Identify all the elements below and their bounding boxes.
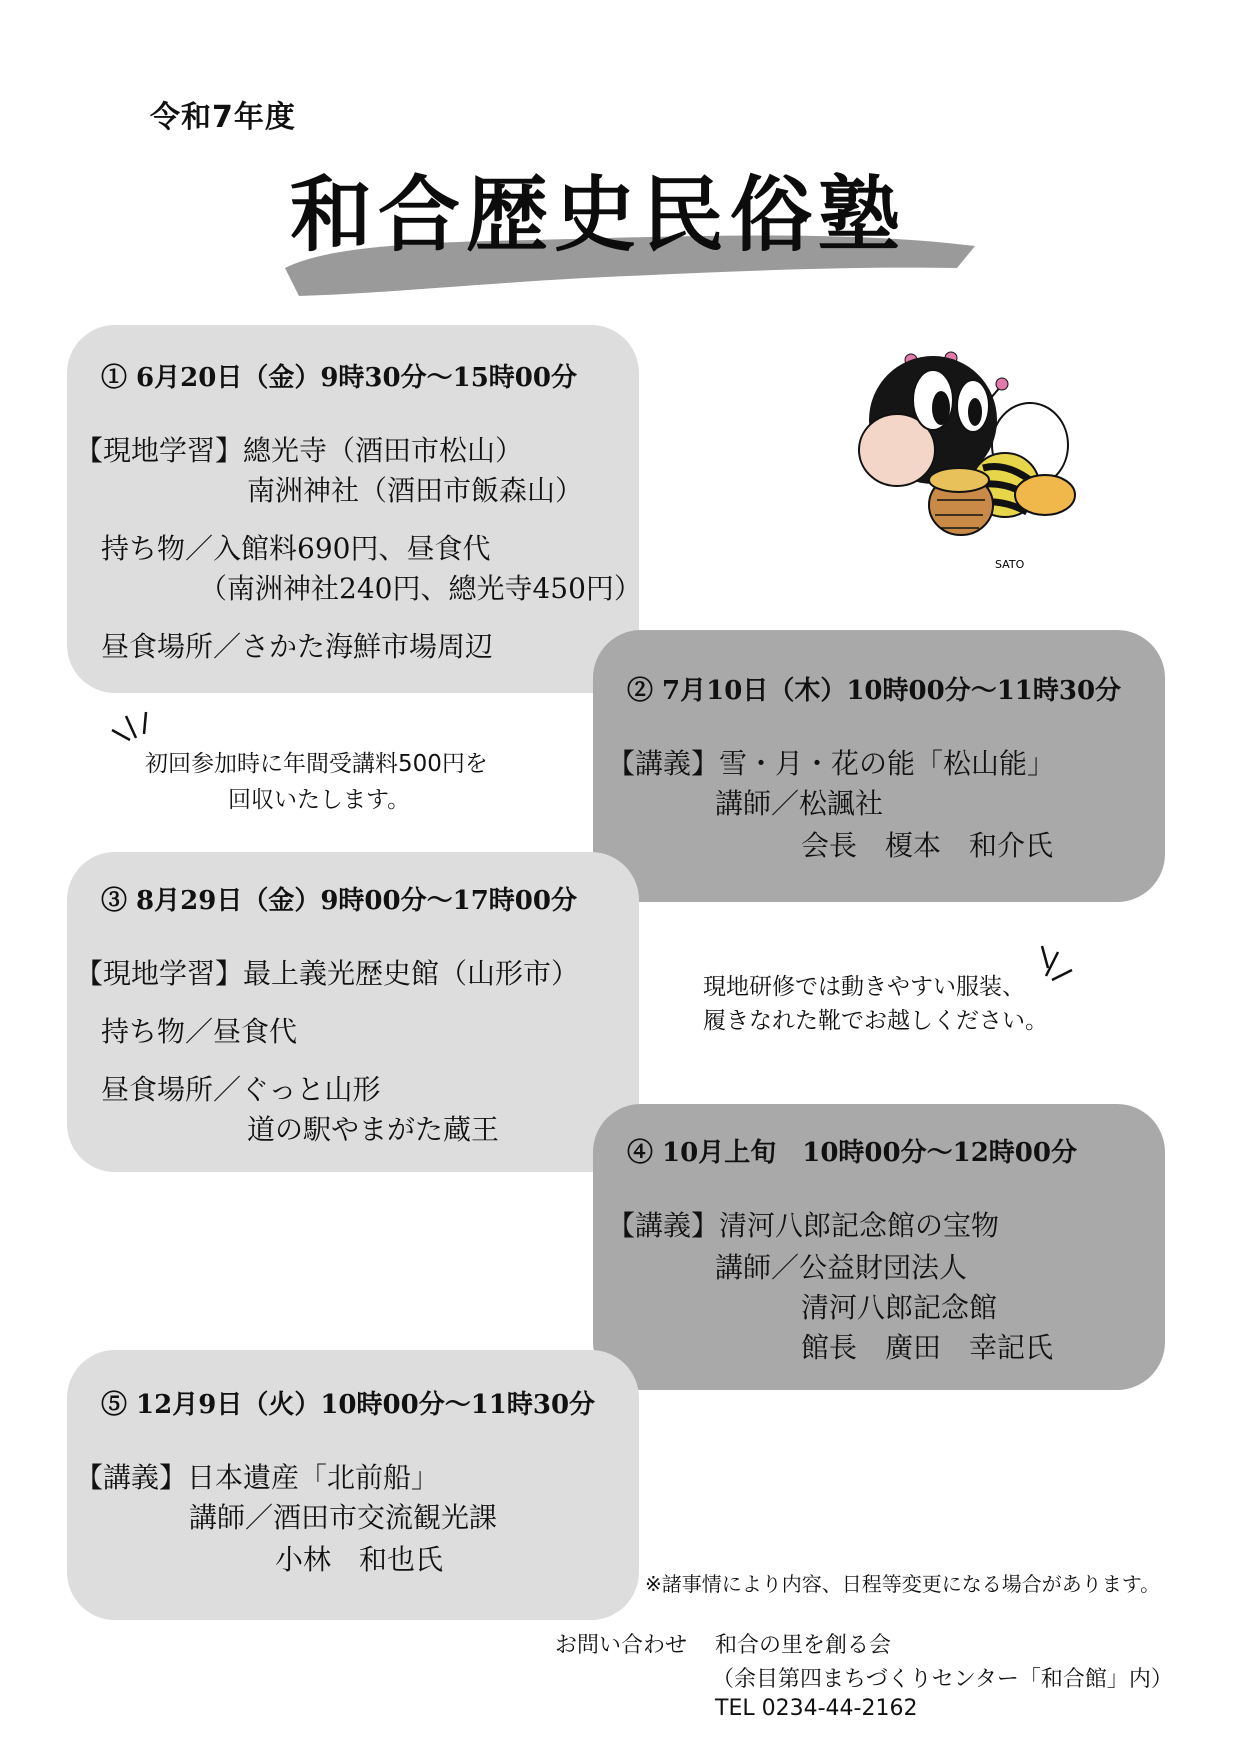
emphasis-lines-icon bbox=[108, 708, 154, 748]
session-3-heading: ③ 8月29日（金）9時00分～17時00分 bbox=[101, 886, 577, 916]
bee-mascot-icon bbox=[855, 350, 1080, 580]
session-3-line: 持ち物／昼食代 bbox=[101, 1015, 298, 1048]
session-1-heading: ① 6月20日（金）9時30分～15時00分 bbox=[101, 363, 577, 393]
session-2-heading: ② 7月10日（木）10時00分～11時30分 bbox=[627, 676, 1122, 706]
session-1-line: 持ち物／入館料690円、昼食代 bbox=[101, 532, 491, 565]
session-5-line: 小林 和也氏 bbox=[275, 1543, 444, 1576]
contact-venue: （余目第四まちづくりセンター「和合館」内） bbox=[712, 1667, 1173, 1692]
contact-org: 和合の里を創る会 bbox=[715, 1633, 892, 1658]
session-card-3 bbox=[67, 852, 639, 1172]
session-3-line: 【現地学習】最上義光歴史館（山形市） bbox=[75, 957, 580, 990]
dress-note-line-2: 履きなれた靴でお越しください。 bbox=[703, 1008, 1048, 1034]
fee-note-line-2: 回収いたします。 bbox=[228, 787, 411, 813]
session-4-line: 館長 廣田 幸記氏 bbox=[801, 1331, 1054, 1364]
session-2-line: 会長 榎本 和介氏 bbox=[801, 829, 1054, 862]
session-4-heading: ④ 10月上旬 10時00分～12時00分 bbox=[627, 1138, 1077, 1168]
session-3-line: 道の駅やまがた蔵王 bbox=[247, 1113, 500, 1146]
session-card-5 bbox=[67, 1350, 639, 1620]
session-5-line: 【講義】日本遺産「北前船」 bbox=[75, 1461, 440, 1494]
session-1-line: 南洲神社（酒田市飯森山） bbox=[247, 474, 584, 507]
mascot-signature: SATO bbox=[995, 558, 1025, 571]
session-4-line: 【講義】清河八郎記念館の宝物 bbox=[607, 1209, 1000, 1242]
session-1-line: 【現地学習】總光寺（酒田市松山） bbox=[75, 434, 524, 467]
subtitle: 令和7年度 bbox=[150, 100, 296, 135]
session-2-line: 講師／松諷社 bbox=[715, 787, 884, 820]
fee-note-line-1: 初回参加時に年間受講料500円を bbox=[145, 751, 488, 777]
session-4-line: 清河八郎記念館 bbox=[801, 1291, 998, 1324]
session-card-2 bbox=[593, 630, 1165, 902]
emphasis-lines-icon bbox=[1036, 942, 1076, 988]
dress-note-line-1: 現地研修では動きやすい服装、 bbox=[703, 974, 1025, 1000]
session-1-line: （南洲神社240円、總光寺450円） bbox=[199, 572, 642, 605]
session-5-heading: ⑤ 12月9日（火）10時00分～11時30分 bbox=[101, 1390, 596, 1420]
contact-tel: TEL 0234-44-2162 bbox=[715, 1696, 918, 1721]
disclaimer-note: ※諸事情により内容、日程等変更になる場合があります。 bbox=[645, 1572, 1161, 1596]
session-card-1 bbox=[67, 325, 642, 693]
session-2-line: 【講義】雪・月・花の能「松山能」 bbox=[607, 747, 1056, 780]
session-card-4 bbox=[593, 1104, 1165, 1390]
contact-label: お問い合わせ bbox=[555, 1633, 688, 1658]
page-title: 和合歴史民俗塾 bbox=[290, 168, 907, 263]
session-3-line: 昼食場所／ぐっと山形 bbox=[101, 1073, 381, 1106]
session-4-line: 講師／公益財団法人 bbox=[715, 1251, 968, 1284]
session-5-line: 講師／酒田市交流観光課 bbox=[189, 1501, 498, 1534]
session-1-line: 昼食場所／さかた海鮮市場周辺 bbox=[101, 630, 494, 663]
